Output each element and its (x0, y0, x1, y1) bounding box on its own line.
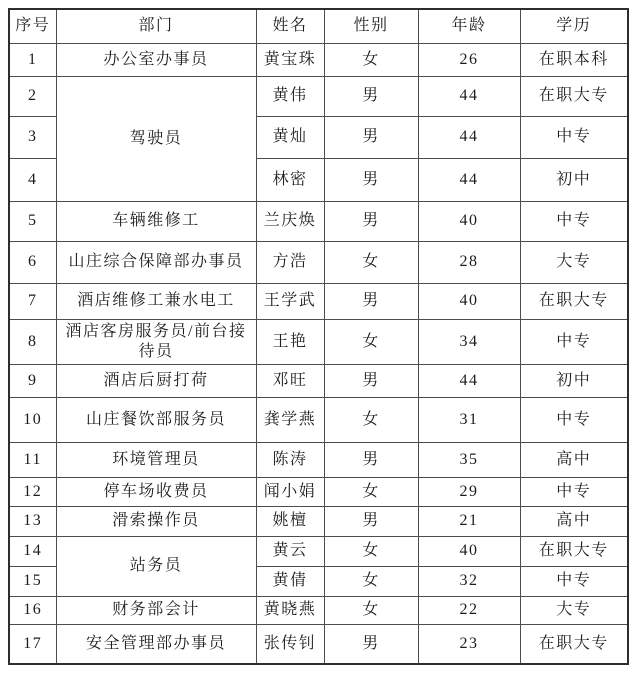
cell-age: 21 (418, 506, 520, 536)
table-row (9, 201, 628, 241)
cell-edu: 大专 (520, 596, 628, 624)
cell-no: 3 (9, 116, 56, 158)
cell-gender: 男 (324, 283, 418, 319)
cell-dept: 山庄餐饮部服务员 (56, 397, 256, 442)
cell-gender: 女 (324, 241, 418, 283)
cell-gender: 女 (324, 536, 418, 566)
cell-no: 2 (9, 76, 56, 116)
cell-name: 林密 (256, 158, 324, 201)
cell-gender: 男 (324, 201, 418, 241)
cell-age: 32 (418, 566, 520, 596)
cell-no: 14 (9, 536, 56, 566)
cell-gender: 男 (324, 158, 418, 201)
personnel-table (8, 8, 629, 665)
cell-dept: 财务部会计 (56, 596, 256, 624)
cell-edu: 在职本科 (520, 43, 628, 76)
cell-edu: 在职大专 (520, 624, 628, 664)
cell-dept: 办公室办事员 (56, 43, 256, 76)
cell-edu: 中专 (520, 397, 628, 442)
table-row (9, 442, 628, 477)
cell-no: 16 (9, 596, 56, 624)
cell-name: 王艳 (256, 319, 324, 364)
cell-no: 1 (9, 43, 56, 76)
cell-edu: 高中 (520, 442, 628, 477)
cell-name: 黄伟 (256, 76, 324, 116)
table-row (9, 76, 628, 116)
cell-name: 方浩 (256, 241, 324, 283)
cell-name: 黄灿 (256, 116, 324, 158)
cell-gender: 男 (324, 116, 418, 158)
cell-age: 40 (418, 536, 520, 566)
cell-name: 兰庆焕 (256, 201, 324, 241)
table-row (9, 506, 628, 536)
col-header-edu: 学历 (520, 9, 628, 43)
cell-edu: 中专 (520, 477, 628, 506)
table-row (9, 283, 628, 319)
cell-edu: 中专 (520, 116, 628, 158)
col-header-age: 年龄 (418, 9, 520, 43)
cell-age: 35 (418, 442, 520, 477)
cell-age: 26 (418, 43, 520, 76)
cell-no: 5 (9, 201, 56, 241)
cell-dept: 停车场收费员 (56, 477, 256, 506)
cell-age: 29 (418, 477, 520, 506)
cell-gender: 女 (324, 596, 418, 624)
table-row (9, 397, 628, 442)
cell-dept: 酒店客房服务员/前台接待员 (56, 319, 256, 364)
table-row (9, 364, 628, 397)
cell-gender: 男 (324, 442, 418, 477)
cell-edu: 高中 (520, 506, 628, 536)
cell-no: 9 (9, 364, 56, 397)
cell-dept-merged: 驾驶员 (56, 76, 256, 201)
cell-age: 22 (418, 596, 520, 624)
table-row (9, 596, 628, 624)
cell-dept: 酒店后厨打荷 (56, 364, 256, 397)
cell-no: 4 (9, 158, 56, 201)
cell-edu: 中专 (520, 201, 628, 241)
cell-edu: 在职大专 (520, 283, 628, 319)
cell-name: 陈涛 (256, 442, 324, 477)
cell-gender: 男 (324, 506, 418, 536)
cell-name: 邓旺 (256, 364, 324, 397)
cell-name: 黄云 (256, 536, 324, 566)
cell-no: 7 (9, 283, 56, 319)
table-row (9, 319, 628, 364)
cell-gender: 男 (324, 76, 418, 116)
cell-gender: 女 (324, 477, 418, 506)
cell-name: 黄倩 (256, 566, 324, 596)
cell-edu: 在职大专 (520, 536, 628, 566)
table-row (9, 536, 628, 566)
cell-no: 13 (9, 506, 56, 536)
col-header-dept: 部门 (56, 9, 256, 43)
cell-name: 姚檀 (256, 506, 324, 536)
cell-edu: 中专 (520, 319, 628, 364)
table-row (9, 477, 628, 506)
cell-name: 龚学燕 (256, 397, 324, 442)
col-header-no: 序号 (9, 9, 56, 43)
cell-edu: 在职大专 (520, 76, 628, 116)
table-row (9, 624, 628, 664)
cell-name: 黄晓燕 (256, 596, 324, 624)
cell-age: 44 (418, 76, 520, 116)
cell-dept: 安全管理部办事员 (56, 624, 256, 664)
cell-age: 40 (418, 283, 520, 319)
cell-name: 黄宝珠 (256, 43, 324, 76)
cell-gender: 女 (324, 319, 418, 364)
cell-age: 34 (418, 319, 520, 364)
cell-age: 44 (418, 158, 520, 201)
cell-gender: 女 (324, 43, 418, 76)
cell-edu: 初中 (520, 158, 628, 201)
cell-edu: 初中 (520, 364, 628, 397)
cell-name: 张传钊 (256, 624, 324, 664)
cell-edu: 大专 (520, 241, 628, 283)
cell-dept: 环境管理员 (56, 442, 256, 477)
cell-gender: 男 (324, 364, 418, 397)
cell-age: 28 (418, 241, 520, 283)
cell-dept: 车辆维修工 (56, 201, 256, 241)
col-header-gender: 性别 (324, 9, 418, 43)
cell-gender: 女 (324, 397, 418, 442)
cell-no: 12 (9, 477, 56, 506)
cell-name: 闻小娟 (256, 477, 324, 506)
cell-dept: 山庄综合保障部办事员 (56, 241, 256, 283)
cell-age: 31 (418, 397, 520, 442)
cell-dept: 酒店维修工兼水电工 (56, 283, 256, 319)
cell-age: 44 (418, 116, 520, 158)
cell-edu: 中专 (520, 566, 628, 596)
cell-dept: 滑索操作员 (56, 506, 256, 536)
cell-age: 44 (418, 364, 520, 397)
cell-name: 王学武 (256, 283, 324, 319)
cell-gender: 男 (324, 624, 418, 664)
cell-no: 6 (9, 241, 56, 283)
cell-no: 11 (9, 442, 56, 477)
col-header-name: 姓名 (256, 9, 324, 43)
cell-no: 17 (9, 624, 56, 664)
cell-age: 40 (418, 201, 520, 241)
cell-no: 15 (9, 566, 56, 596)
cell-no: 10 (9, 397, 56, 442)
cell-gender: 女 (324, 566, 418, 596)
table-row (9, 43, 628, 76)
table-row (9, 241, 628, 283)
cell-age: 23 (418, 624, 520, 664)
cell-no: 8 (9, 319, 56, 364)
header-row (9, 9, 628, 43)
cell-dept-merged: 站务员 (56, 536, 256, 596)
